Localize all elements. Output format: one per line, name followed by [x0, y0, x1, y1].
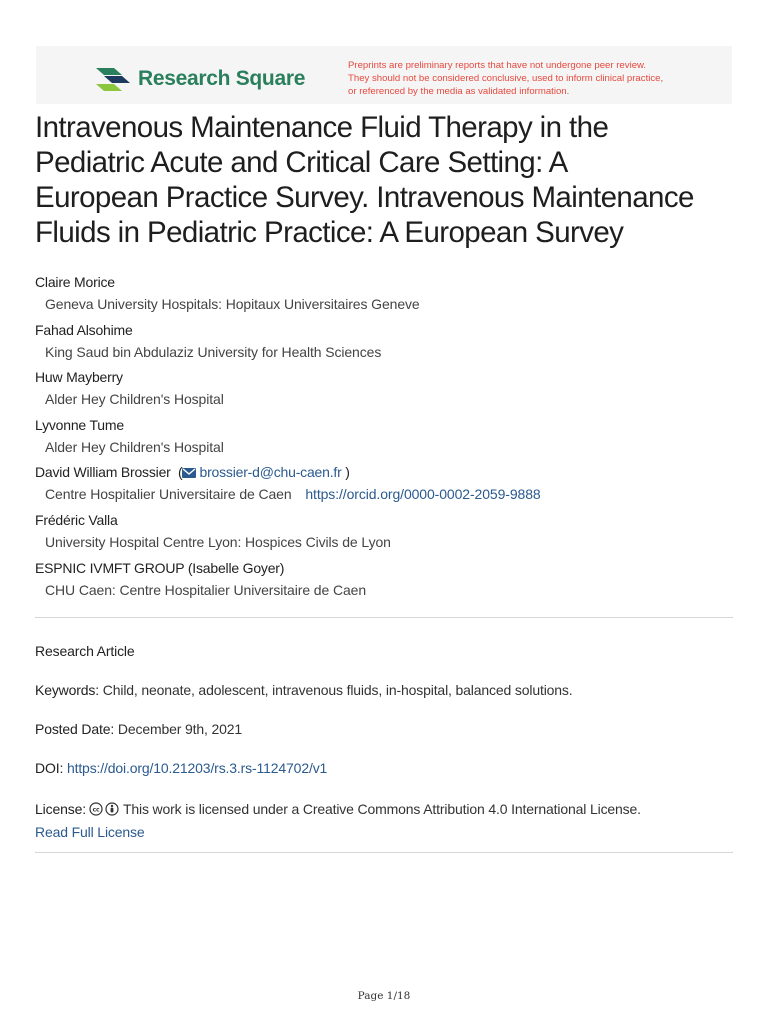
article-type — [35, 643, 135, 659]
disclaimer-line: Preprints are preliminary reports that have not undergone peer review. — [348, 60, 647, 71]
author-name: Fahad Alsohime — [35, 321, 133, 338]
author-entry — [35, 272, 735, 320]
author-affiliation: Alder Hey Children's Hospital — [45, 438, 224, 455]
disclaimer-line: or referenced by the media as validated information. — [348, 86, 570, 97]
email-open-paren: ( — [174, 464, 183, 481]
author-entry — [35, 558, 735, 606]
disclaimer-line: They should not be considered conclusive, used to inform clinical practice, — [348, 73, 664, 84]
keywords-value: Child, neonate, adolescent, intravenous fluids, in-hospital, balanced solutions. — [102, 682, 573, 698]
posted-date-value: December 9th, 2021 — [117, 721, 243, 737]
author-name: Frédéric Valla — [35, 511, 118, 528]
keywords-label: Keywords: — [35, 682, 100, 698]
research-square-logo-icon — [94, 64, 132, 94]
preprint-disclaimer — [348, 59, 728, 98]
author-affiliation: King Saud bin Abdulaziz University for Health Sciences — [45, 343, 382, 360]
posted-date-row — [35, 721, 242, 737]
author-entry — [35, 320, 735, 368]
doi-link[interactable]: https://doi.org/10.21203/rs.3.rs-1124702/v1 — [66, 760, 328, 776]
attribution-icon — [105, 802, 119, 816]
section-divider — [35, 617, 733, 618]
article-type-label: Research Article — [35, 643, 135, 659]
author-list — [35, 272, 735, 605]
author-email-link[interactable] — [182, 464, 341, 480]
svg-text:cc: cc — [92, 806, 100, 814]
posted-date-label: Posted Date: — [35, 721, 115, 737]
title-line: Fluids in Pediatric Practice: A European Survey — [35, 216, 624, 249]
author-affiliation: Centre Hospitalier Universitaire de Caen — [45, 486, 292, 503]
email-close-paren: ) — [341, 464, 350, 481]
logo-text: Research Square — [138, 67, 306, 90]
keywords-row — [35, 682, 573, 698]
preprint-header — [36, 46, 732, 104]
license-icons — [89, 802, 119, 816]
author-name: David William Brossier — [35, 464, 171, 481]
author-entry — [35, 415, 735, 463]
section-divider — [35, 852, 733, 853]
author-entry — [35, 367, 735, 415]
author-name: ESPNIC IVMFT GROUP (Isabelle Goyer) — [35, 559, 285, 576]
title-line: Pediatric Acute and Critical Care Setting: A — [35, 146, 568, 179]
title-line: European Practice Survey. Intravenous Maintenance — [35, 181, 694, 214]
author-entry — [35, 510, 735, 558]
author-email: brossier-d@chu-caen.fr — [199, 464, 342, 481]
license-text: This work is licensed under a Creative Commons Attribution 4.0 International License. — [122, 801, 641, 817]
author-affiliation-row — [35, 482, 735, 506]
page-number: Page 1/18 — [357, 990, 411, 1002]
author-name: Lyvonne Tume — [35, 416, 124, 433]
cc-icon — [89, 802, 103, 816]
doi-label: DOI: — [35, 760, 64, 776]
author-entry — [35, 462, 735, 510]
paper-title — [35, 110, 745, 250]
envelope-icon — [182, 468, 196, 478]
research-square-logo[interactable] — [94, 64, 305, 94]
author-name: Claire Morice — [35, 274, 115, 290]
title-line: Intravenous Maintenance Fluid Therapy in the — [35, 111, 609, 144]
orcid-link[interactable]: https://orcid.org/0000-0002-2059-9888 — [305, 486, 541, 503]
author-affiliation: Geneva University Hospitals: Hopitaux Universitaires Geneve — [45, 296, 420, 312]
license-label: License: — [35, 801, 86, 817]
read-full-license-link[interactable]: Read Full License — [35, 824, 145, 840]
author-affiliation: Alder Hey Children's Hospital — [45, 391, 224, 408]
author-name: Huw Mayberry — [35, 369, 123, 386]
author-affiliation: University Hospital Centre Lyon: Hospices Civils de Lyon — [45, 533, 391, 550]
doi-row — [35, 760, 327, 776]
corresponding-author — [35, 462, 735, 482]
license-row — [35, 798, 641, 844]
author-affiliation: CHU Caen: Centre Hospitalier Universitaire de Caen — [45, 581, 367, 598]
